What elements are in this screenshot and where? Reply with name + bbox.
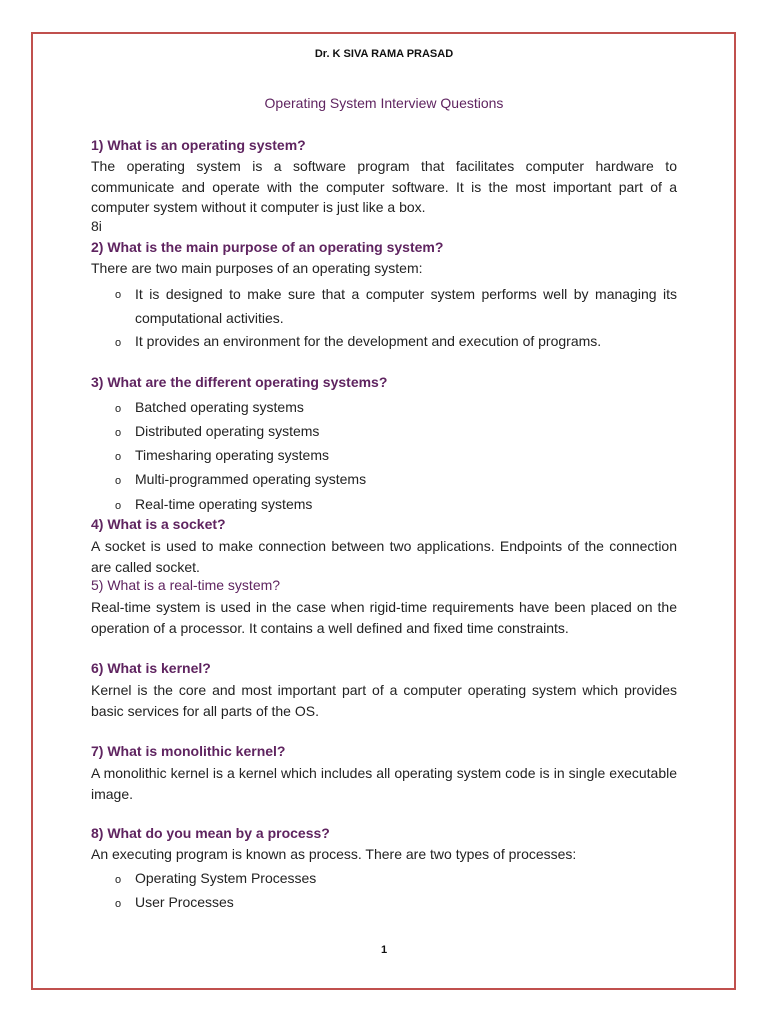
question-3-bullet: Batched operating systems [135,399,304,415]
bullet-marker: o [115,403,122,415]
bullet-marker: o [115,337,122,349]
question-1-heading: 1) What is an operating system? [91,137,306,153]
question-6-answer: Kernel is the core and most important part of a computer operating system which provides basic services for all parts of the OS. [91,682,677,719]
question-1-answer: The operating system is a software program that facilitates computer hardware to communicate and operate with the computer software. It is the most important part of a computer system without it computer is just like a box. [91,158,677,215]
bullet-marker: o [115,451,122,463]
question-7-answer: A monolithic kernel is a kernel which includes all operating system code is in single executable image. [91,765,677,802]
question-4-answer: A socket is used to make connection between two applications. Endpoints of the connection are called socket. [91,538,677,575]
question-2-intro: There are two main purposes of an operating system: [91,260,423,276]
question-3-bullet: Multi-programmed operating systems [135,471,367,487]
question-2-heading: 2) What is the main purpose of an operating system? [91,239,444,255]
question-4-heading: 4) What is a socket? [91,516,226,532]
page-number: 1 [380,944,388,956]
question-8-heading: 8) What do you mean by a process? [91,825,330,841]
question-3-heading: 3) What are the different operating systems? [91,374,388,390]
bullet-marker: o [115,289,122,301]
bullet-marker: o [115,500,122,512]
question-8-intro: An executing program is known as process. There are two types of processes: [91,846,577,862]
question-5-answer: Real-time system is used in the case when rigid-time requirements have been placed on the operation of a processor. It contains a well defined and fixed time constraints. [91,599,677,636]
question-6-heading: 6) What is kernel? [91,660,211,676]
question-3-bullet: Timesharing operating systems [135,447,330,463]
question-5-heading: 5) What is a real-time system? [91,577,281,593]
question-8-bullet: Operating System Processes [135,870,317,886]
question-8-bullet: User Processes [135,894,234,910]
stray-text: 8i [91,218,102,234]
question-2-bullet: It is designed to make sure that a computer system performs well by managing its computational activities. [135,286,677,326]
bullet-marker: o [115,427,122,439]
bullet-marker: o [115,898,122,910]
question-7-heading: 7) What is monolithic kernel? [91,743,286,759]
author-name: Dr. K SIVA RAMA PRASAD [314,48,454,60]
question-3-bullet: Real-time operating systems [135,496,313,512]
question-3-bullet: Distributed operating systems [135,423,320,439]
bullet-marker: o [115,874,122,886]
document-title: Operating System Interview Questions [264,95,504,111]
question-2-bullet: It provides an environment for the development and execution of programs. [135,333,602,349]
bullet-marker: o [115,475,122,487]
